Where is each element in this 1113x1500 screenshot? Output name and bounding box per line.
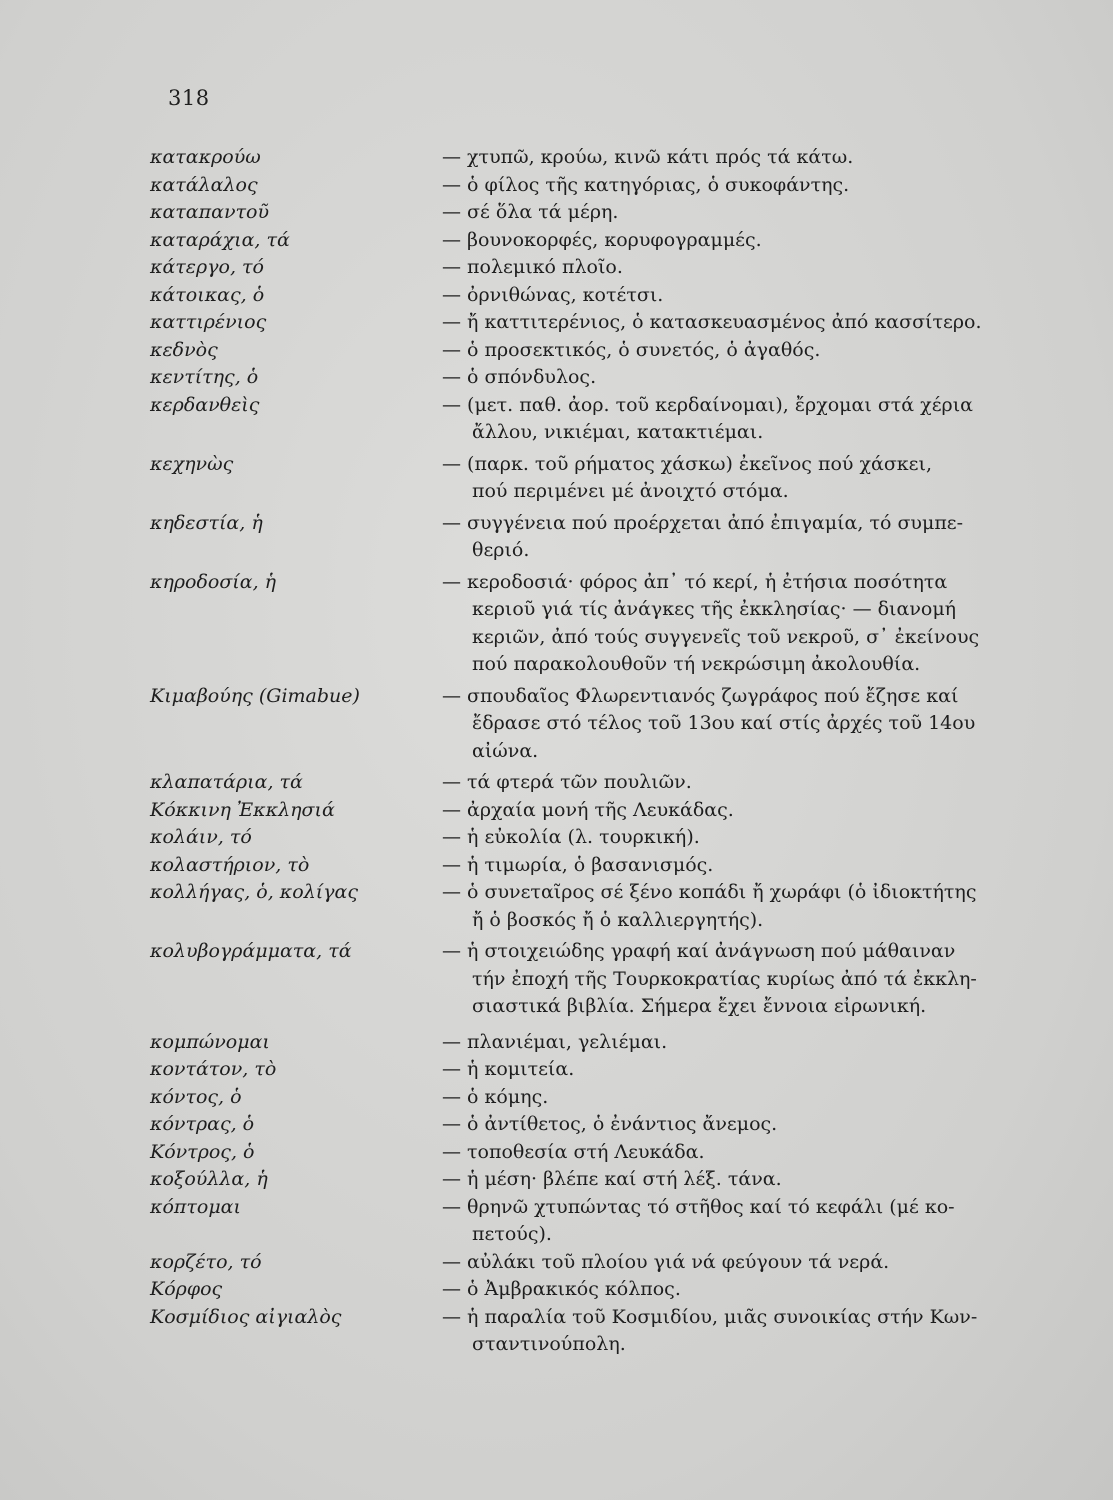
entry-definition bbox=[442, 172, 1030, 200]
glossary-entry bbox=[150, 1304, 1030, 1359]
entry-definition bbox=[442, 309, 1030, 337]
definition-line: πετούς). bbox=[472, 1223, 552, 1245]
glossary-entry bbox=[150, 852, 1030, 880]
glossary-entry bbox=[150, 1029, 1030, 1057]
glossary-entry bbox=[150, 199, 1030, 227]
definition-line: — τά φτερά τῶν πουλιῶν. bbox=[442, 771, 692, 793]
glossary-entry bbox=[150, 392, 1030, 447]
definition-line: — ὀρνιθώνας, κοτέτσι. bbox=[442, 283, 664, 306]
entry-term: κεντίτης, ὁ bbox=[150, 366, 259, 388]
definition-line: τήν ἐποχή τῆς Τουρκοκρατίας κυρίως ἀπό τά ἐκκλη- bbox=[472, 967, 977, 990]
entry-definition bbox=[442, 797, 1030, 825]
definition-line: — ὁ κόμης. bbox=[442, 1085, 549, 1108]
entry-definition bbox=[442, 879, 1030, 934]
entry-term: κολλήγας, ὁ, κολίγας bbox=[150, 881, 359, 903]
entry-term: κατάλαλος bbox=[150, 173, 258, 196]
definition-line: — ὁ φίλος τῆς κατηγόριας, ὁ συκοφάντης. bbox=[442, 173, 850, 196]
glossary-entry bbox=[150, 254, 1030, 282]
glossary-entry bbox=[150, 144, 1030, 172]
glossary-entry bbox=[150, 309, 1030, 337]
glossary-entry bbox=[150, 1111, 1030, 1139]
definition-line: — ἤ καττιτερένιος, ὁ κατασκευασμένος ἀπό κασσίτερο. bbox=[442, 311, 982, 333]
glossary-entry bbox=[150, 1249, 1030, 1277]
entry-term: κηδεστία, ἡ bbox=[150, 511, 263, 534]
definition-line: ἄλλου, νικιέμαι, κατακτιέμαι. bbox=[472, 421, 764, 443]
definition-line: θεριό. bbox=[472, 539, 530, 561]
definition-line: σταντινούπολη. bbox=[472, 1333, 626, 1355]
definition-line: — ὁ Ἀμβρακικός κόλπος. bbox=[442, 1278, 681, 1300]
glossary-entry bbox=[150, 1166, 1030, 1194]
glossary-entry bbox=[150, 938, 1030, 1021]
entry-definition bbox=[442, 364, 1030, 392]
entry-term: καττιρένιος bbox=[150, 311, 267, 333]
entry-definition bbox=[442, 1276, 1030, 1304]
entry-term: κατακρούω bbox=[150, 146, 261, 168]
glossary-entry bbox=[150, 824, 1030, 852]
definition-line: ἤ ὁ βοσκός ἤ ὁ καλλιεργητής). bbox=[472, 908, 764, 931]
glossary-entry bbox=[150, 172, 1030, 200]
glossary-entry bbox=[150, 1139, 1030, 1167]
definition-line: ἔδρασε στό τέλος τοῦ 13ου καί στίς ἀρχές τοῦ 14ου bbox=[472, 712, 976, 734]
entry-term: κεχηνὼς bbox=[150, 452, 234, 475]
entry-definition bbox=[442, 337, 1030, 365]
definition-line: — (μετ. παθ. ἀορ. τοῦ κερδαίνομαι), ἔρχομαι στά χέρια bbox=[442, 393, 973, 416]
entry-definition bbox=[442, 1194, 1030, 1249]
entry-definition bbox=[442, 199, 1030, 227]
entry-definition bbox=[442, 254, 1030, 282]
entry-definition bbox=[442, 451, 1030, 506]
definition-line: — ὁ προσεκτικός, ὁ συνετός, ὁ ἀγαθός. bbox=[442, 338, 821, 361]
glossary-entry bbox=[150, 683, 1030, 766]
glossary-entry bbox=[150, 1194, 1030, 1249]
definition-line: — ἡ εὐκολία (λ. τουρκική). bbox=[442, 826, 700, 848]
glossary-entry bbox=[150, 1056, 1030, 1084]
glossary-entry bbox=[150, 1276, 1030, 1304]
definition-line: — ἡ παραλία τοῦ Κοσμιδίου, μιᾶς συνοικίας στήν Κων- bbox=[442, 1305, 978, 1328]
entry-term: κολυβογράμματα, τά bbox=[150, 940, 352, 962]
definition-line: — ἡ κομιτεία. bbox=[442, 1058, 575, 1080]
entry-term: κόντος, ὁ bbox=[150, 1085, 242, 1108]
definition-line: πού περιμένει μέ ἀνοιχτό στόμα. bbox=[472, 480, 789, 502]
definition-line: — κεροδοσιά· φόρος ἀπ᾽ τό κερί, ἡ ἐτήσια ποσότητα bbox=[442, 570, 948, 593]
glossary-entry bbox=[150, 1084, 1030, 1112]
entry-term: κοξούλλα, ἡ bbox=[150, 1168, 268, 1190]
glossary-entry bbox=[150, 337, 1030, 365]
definition-line: — ἀρχαία μονή τῆς Λευκάδας. bbox=[442, 798, 734, 821]
definition-line: κεριοῦ γιά τίς ἀνάγκες τῆς ἐκκλησίας· — διανομή bbox=[472, 598, 957, 620]
entry-term: Κόκκινη Ἐκκλησιά bbox=[150, 798, 335, 821]
glossary-entry bbox=[150, 364, 1030, 392]
entry-definition bbox=[442, 1029, 1030, 1057]
page-number: 318 bbox=[168, 86, 210, 110]
entry-term: κολαστήριον, τὸ bbox=[150, 853, 310, 876]
entry-definition bbox=[442, 1166, 1030, 1194]
entry-definition bbox=[442, 1139, 1030, 1167]
definition-line: σιαστικά βιβλία. Σήμερα ἔχει ἔννοια εἰρωνική. bbox=[472, 995, 927, 1017]
definition-line: πού παρακολουθοῦν τή νεκρώσιμη ἀκολουθία. bbox=[472, 653, 921, 675]
definition-line: — ἡ στοιχειώδης γραφή καί ἀνάγνωση πού μάθαιναν bbox=[442, 940, 956, 962]
entry-term: Κοσμίδιος αἰγιαλὸς bbox=[150, 1305, 342, 1328]
entry-definition bbox=[442, 392, 1030, 447]
glossary-entry bbox=[150, 569, 1030, 679]
definition-line: αἰώνα. bbox=[472, 739, 539, 762]
entry-definition bbox=[442, 282, 1030, 310]
glossary-entry bbox=[150, 227, 1030, 255]
entry-term: κηροδοσία, ἡ bbox=[150, 570, 277, 593]
entry-term: κολάιν, τό bbox=[150, 826, 252, 848]
definition-line: — ὁ σπόνδυλος. bbox=[442, 366, 597, 388]
glossary-entry bbox=[150, 797, 1030, 825]
glossary-entry bbox=[150, 879, 1030, 934]
entry-term: κάτεργο, τό bbox=[150, 256, 264, 278]
glossary-entry bbox=[150, 451, 1030, 506]
entry-definition bbox=[442, 1111, 1030, 1139]
definition-line: — πολεμικό πλοῖο. bbox=[442, 256, 623, 278]
entry-term: κοντάτον, τὸ bbox=[150, 1058, 277, 1080]
glossary-entry bbox=[150, 282, 1030, 310]
definition-line: — θρηνῶ χτυπώντας τό στῆθος καί τό κεφάλι (μέ κο- bbox=[442, 1195, 955, 1218]
entry-definition bbox=[442, 569, 1030, 679]
definition-line: κεριῶν, ἀπό τούς συγγενεῖς τοῦ νεκροῦ, σ᾽ ἐκείνους bbox=[472, 625, 980, 648]
definition-line: — ἡ μέση· βλέπε καί στή λέξ. τάνα. bbox=[442, 1168, 782, 1190]
definition-line: — χτυπῶ, κρούω, κινῶ κάτι πρός τά κάτω. bbox=[442, 146, 854, 168]
entry-term: κερδανθεὶς bbox=[150, 393, 260, 416]
entry-term: κλαπατάρια, τά bbox=[150, 771, 303, 793]
entry-term: κορζέτο, τό bbox=[150, 1250, 262, 1273]
entry-term: Κόντρος, ὁ bbox=[150, 1140, 255, 1163]
entry-term: καταπαντοῦ bbox=[150, 201, 270, 223]
glossary-entries bbox=[150, 144, 1030, 1359]
definition-line: — ἡ τιμωρία, ὁ βασανισμός. bbox=[442, 853, 714, 876]
entry-definition bbox=[442, 1304, 1030, 1359]
entry-term: καταράχια, τά bbox=[150, 228, 290, 251]
entry-definition bbox=[442, 1056, 1030, 1084]
entry-term: Κόρφος bbox=[150, 1278, 223, 1300]
entry-term: κεδνὸς bbox=[150, 338, 218, 361]
definition-line: — ὁ ἀντίθετος, ὁ ἐνάντιος ἄνεμος. bbox=[442, 1113, 778, 1135]
definition-line: — συγγένεια πού προέρχεται ἀπό ἐπιγαμία, τό συμπε- bbox=[442, 511, 964, 534]
definition-line: — αὐλάκι τοῦ πλοίου γιά νά φεύγουν τά νερά. bbox=[442, 1250, 890, 1273]
definition-line: — (παρκ. τοῦ ρήματος χάσκω) ἐκεῖνος πού χάσκει, bbox=[442, 452, 933, 475]
definition-line: — σπουδαῖος Φλωρεντιανός ζωγράφος πού ἔζησε καί bbox=[442, 684, 959, 707]
entry-definition bbox=[442, 227, 1030, 255]
entry-term: Κιμαβούης (Gimabue) bbox=[150, 684, 360, 707]
entry-definition bbox=[442, 510, 1030, 565]
entry-term: κάτοικας, ὁ bbox=[150, 283, 265, 306]
entry-term: κομπώνομαι bbox=[150, 1030, 270, 1053]
entry-definition bbox=[442, 769, 1030, 797]
entry-term: κόντρας, ὁ bbox=[150, 1113, 255, 1135]
definition-line: — βουνοκορφές, κορυφογραμμές. bbox=[442, 228, 762, 251]
entry-definition bbox=[442, 1249, 1030, 1277]
entry-definition bbox=[442, 824, 1030, 852]
definition-line: — πλανιέμαι, γελιέμαι. bbox=[442, 1030, 668, 1053]
entry-definition bbox=[442, 144, 1030, 172]
entry-definition bbox=[442, 938, 1030, 1021]
entry-definition bbox=[442, 683, 1030, 766]
entry-definition bbox=[442, 1084, 1030, 1112]
entry-term: κόπτομαι bbox=[150, 1195, 241, 1218]
glossary-entry bbox=[150, 510, 1030, 565]
glossary-entry bbox=[150, 769, 1030, 797]
definition-line: — σέ ὅλα τά μέρη. bbox=[442, 201, 619, 223]
entry-definition bbox=[442, 852, 1030, 880]
definition-line: — τοποθεσία στή Λευκάδα. bbox=[442, 1140, 705, 1163]
definition-line: — ὁ συνεταῖρος σέ ξένο κοπάδι ἤ χωράφι (ὁ ἰδιοκτήτης bbox=[442, 881, 977, 903]
